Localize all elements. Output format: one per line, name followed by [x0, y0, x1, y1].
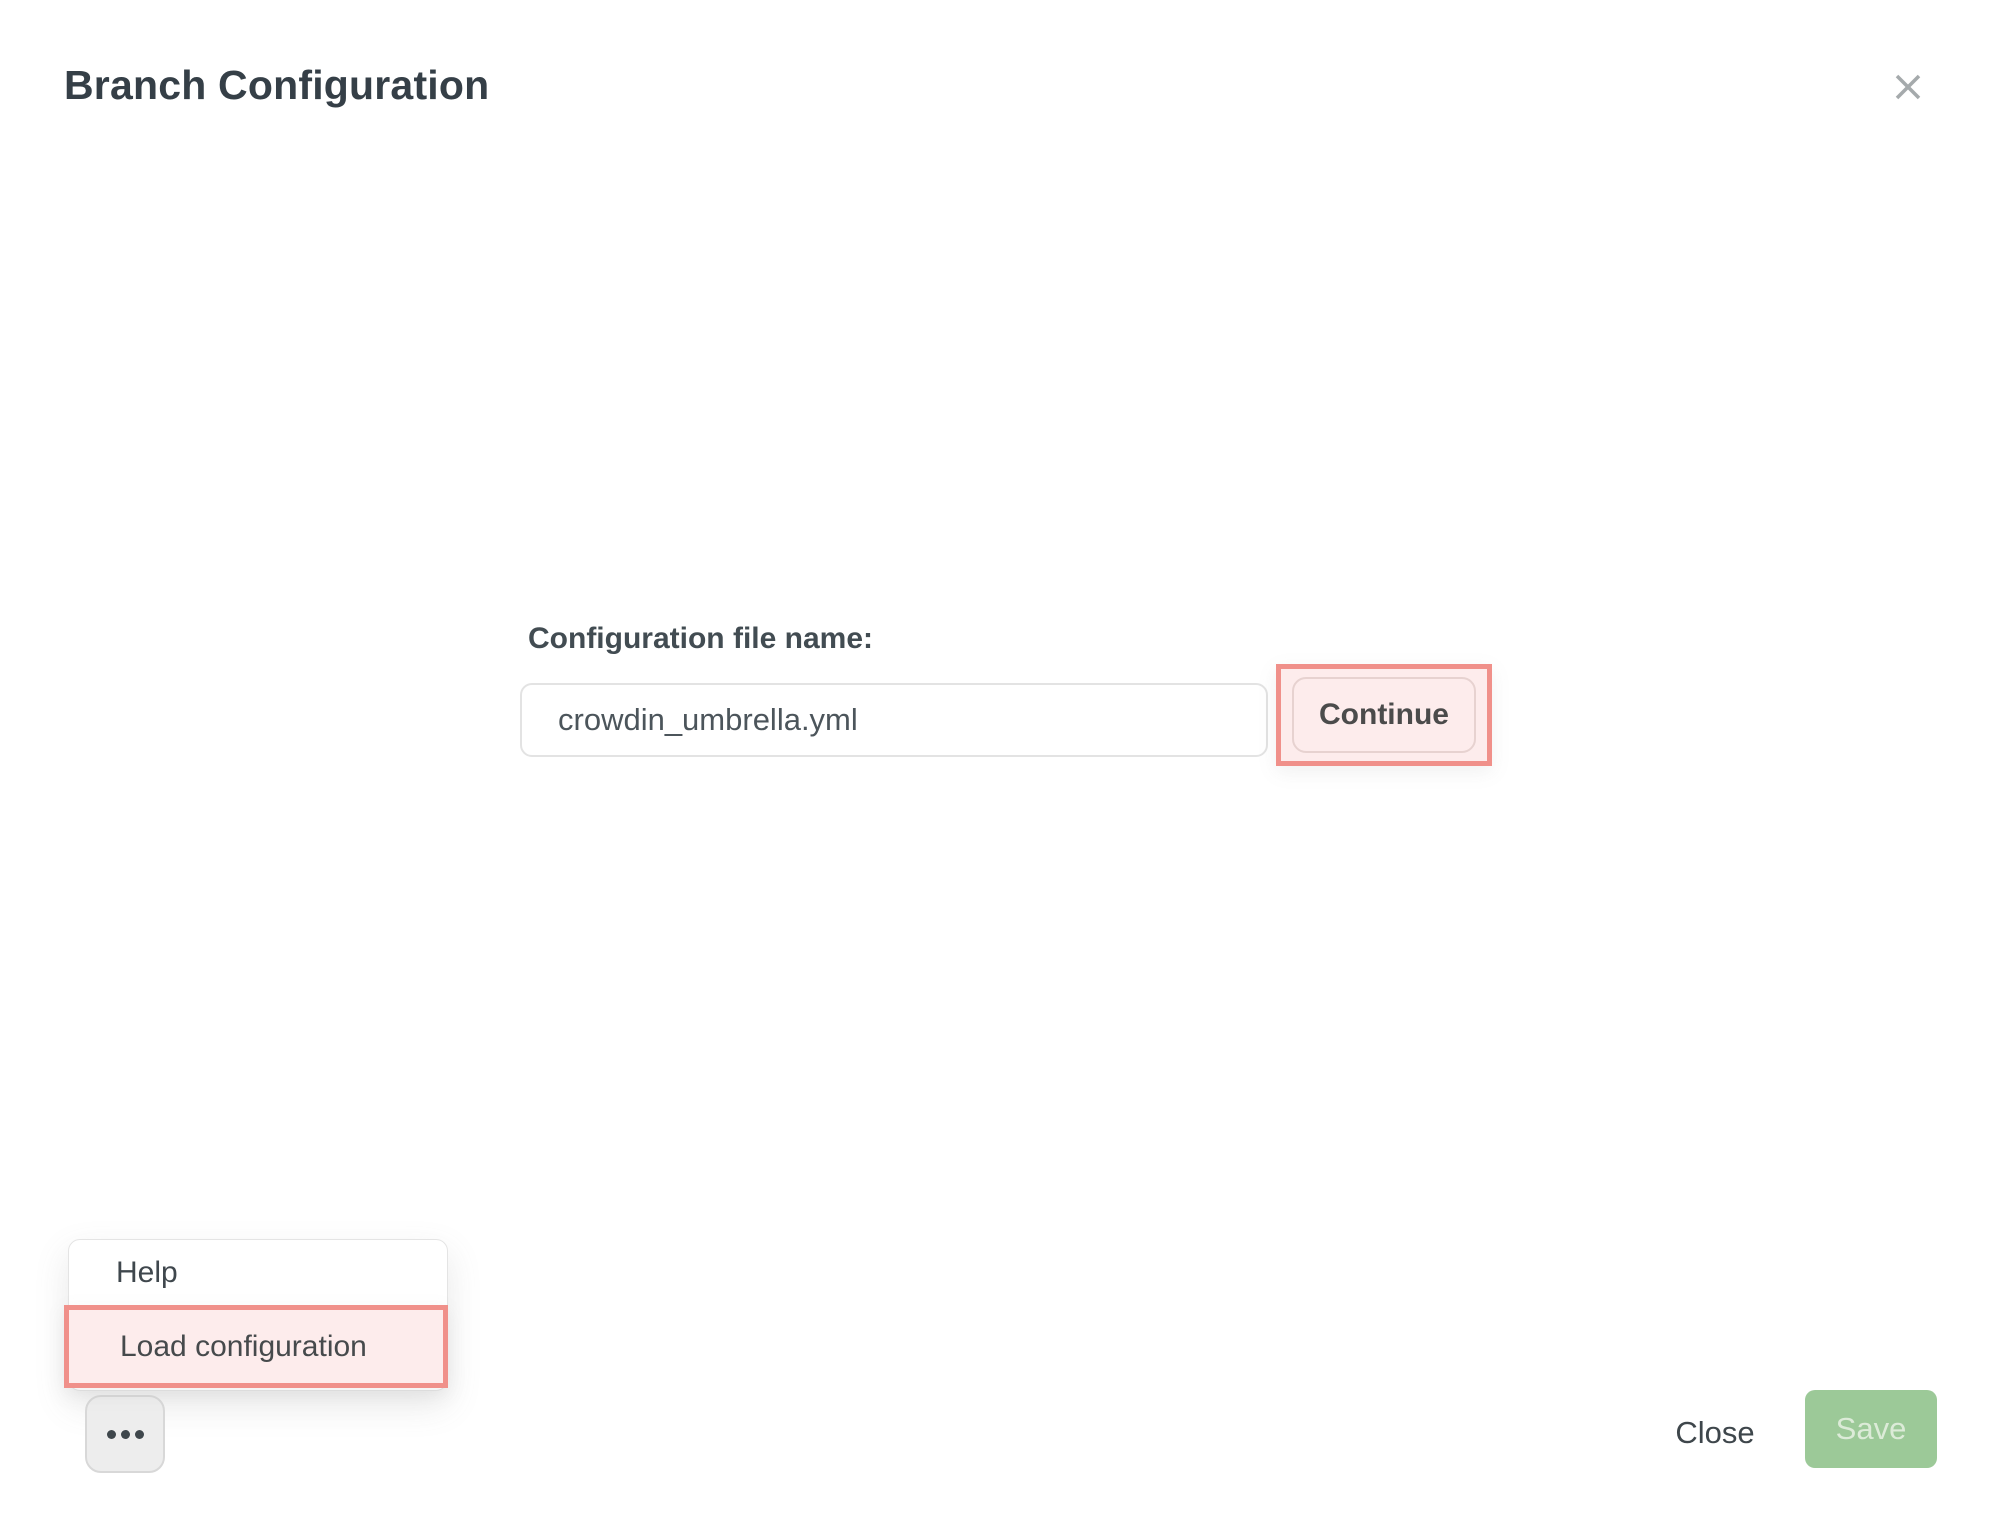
close-button[interactable] — [1888, 68, 1928, 108]
config-file-name-label: Configuration file name: — [528, 622, 873, 655]
close-icon — [1892, 71, 1924, 106]
continue-button[interactable]: Continue — [1292, 677, 1476, 753]
menu-item-load-configuration[interactable]: Load configuration — [120, 1329, 367, 1363]
ellipsis-icon — [107, 1430, 144, 1439]
continue-highlight-annotation — [1276, 664, 1492, 766]
page-title: Branch Configuration — [64, 62, 490, 108]
save-button[interactable]: Save — [1805, 1390, 1937, 1468]
close-modal-button[interactable]: Close — [1660, 1414, 1770, 1452]
more-options-button[interactable] — [85, 1395, 165, 1473]
menu-item-help[interactable]: Help — [116, 1256, 178, 1289]
load-configuration-highlight-annotation — [64, 1305, 448, 1388]
config-file-name-input[interactable] — [520, 683, 1268, 757]
